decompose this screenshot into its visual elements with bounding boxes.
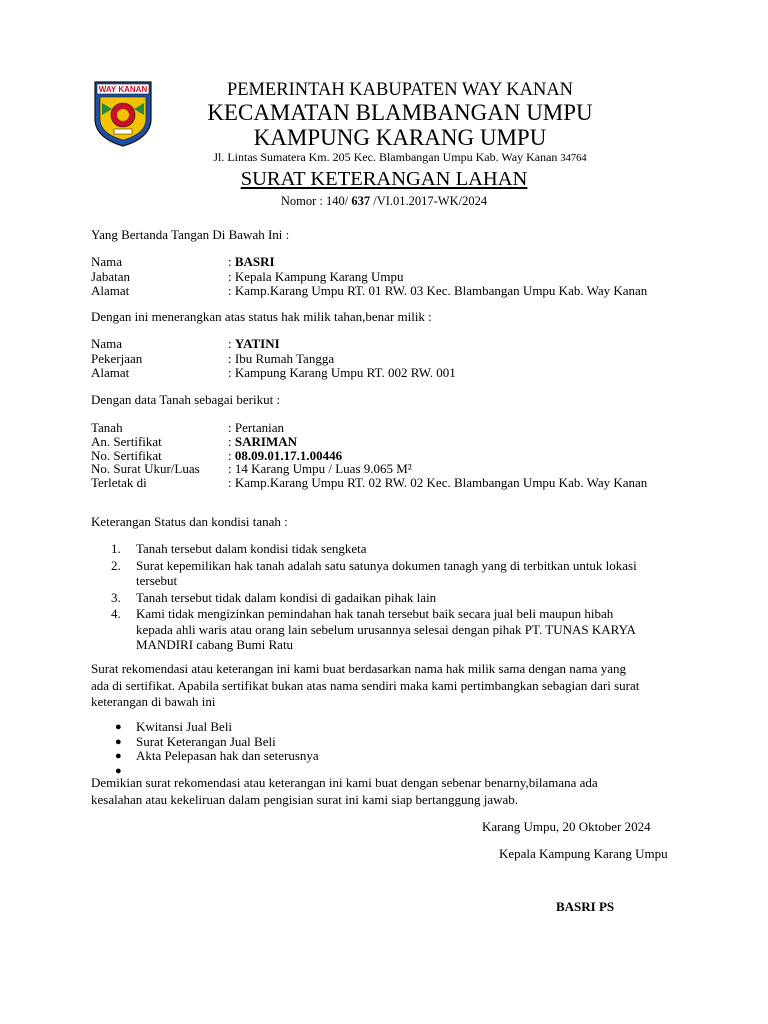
signature-name: BASRI PS [556, 899, 615, 914]
status-item-line: kepada ahli waris atau orang lain sebelum urusannya selesai dengan pihak PT. TUNAS KARYA [136, 621, 636, 637]
field-colon: : [228, 433, 235, 449]
document-list-item [91, 735, 319, 750]
field-colon: : [228, 336, 235, 351]
status-item-number: 3. [111, 589, 121, 605]
land-field-row [91, 461, 412, 476]
land-field-label: No. Sertifikat [91, 447, 162, 463]
header-address [170, 150, 630, 165]
land-field-value: Kamp.Karang Umpu RT. 02 RW. 02 Kec. Blambangan Umpu Kab. Way Kanan [234, 475, 648, 491]
document-item-text: Akta Pelepasan hak dan seterusnya [136, 748, 319, 763]
owner-field-label: Pekerjaan [91, 350, 143, 366]
land-field-label: Terletak di [91, 475, 147, 491]
recommendation-paragraph [91, 661, 681, 711]
status-intro-text: Keterangan Status dan kondisi tanah : [91, 514, 288, 529]
statement-text: Dengan ini menerangkan atas status hak milik tahan,benar milik : [91, 309, 432, 324]
closing-line: Demikian surat rekomendasi atau keterangan ini kami buat dengan sebenar benarny,bilamana ada [91, 775, 598, 790]
field-colon: : [228, 283, 235, 298]
owner-field-row [91, 351, 334, 366]
bullet-icon: ● [115, 750, 122, 762]
bullet-icon: ● [115, 735, 122, 748]
signer-field-row [91, 283, 647, 298]
status-list-item [91, 558, 681, 589]
closing-line: kesalahan atau kekeliruan dalam pengisian surat ini kami siap bertanggung jawab. [91, 791, 519, 807]
status-list-item [91, 606, 681, 653]
signer-field-label: Nama [91, 254, 123, 269]
signer-field-row [91, 269, 403, 284]
land-field-value: 14 Karang Umpu / Luas 9.065 M² [234, 461, 412, 477]
letter-number-value: 637 [351, 194, 371, 208]
header-zip: 34764 [560, 153, 587, 164]
status-list [91, 541, 681, 654]
letter-title: SURAT KETERANGAN LAHAN [240, 168, 528, 190]
status-item-line: tersebut [136, 573, 178, 588]
status-item-number: 1. [111, 541, 121, 556]
land-field-row [91, 448, 342, 463]
bullet-icon: ● [115, 764, 122, 777]
status-item-number: 2. [111, 557, 121, 573]
document-list-item [91, 720, 319, 735]
bullet-icon: ● [115, 721, 122, 733]
document-list-item [91, 749, 319, 764]
status-list-item [91, 590, 681, 606]
owner-field-value: YATINI [234, 336, 280, 351]
signer-field-value: Kepala Kampung Karang Umpu [234, 268, 404, 284]
closing-paragraph [91, 775, 681, 808]
logo-text: WAY KANAN [98, 85, 148, 94]
documents-list [91, 720, 319, 778]
letter-number [0, 194, 768, 209]
header-government-line: PEMERINTAH KABUPATEN WAY KANAN [226, 80, 574, 100]
land-field-row [91, 420, 284, 435]
letter-number-prefix: Nomor : 140/ [280, 194, 352, 208]
field-colon: : [228, 461, 235, 477]
header-village-line: KAMPUNG KARANG UMPU [253, 125, 547, 150]
land-intro-text: Dengan data Tanah sebagai berikut : [91, 392, 281, 407]
land-field-label: An. Sertifikat [91, 433, 162, 449]
land-field-row [91, 475, 647, 490]
signer-field-row [91, 254, 275, 269]
header-address-text: Jl. Lintas Sumatera Km. 205 Kec. Blambangan Umpu Kab. Way Kanan [213, 150, 558, 164]
signer-field-label: Jabatan [91, 268, 130, 284]
signature-position: Kepala Kampung Karang Umpu [499, 846, 668, 861]
owner-field-row [91, 336, 280, 351]
land-field-label: No. Surat Ukur/Luas [91, 461, 200, 477]
header-district-line: KECAMATAN BLAMBANGAN UMPU [207, 100, 593, 125]
recommendation-line: ada di sertifikat. Apabila sertifikat bukan atas nama sendiri maka kami pertimbangkan sebagian dari surat [91, 677, 640, 693]
owner-field-value: Ibu Rumah Tangga [234, 350, 335, 366]
status-item-line: Tanah tersebut dalam kondisi tidak sengketa [136, 541, 367, 556]
field-colon: : [228, 475, 235, 491]
letter-number-suffix: /VI.01.2017-WK/2024 [370, 194, 488, 208]
field-colon: : [228, 365, 235, 380]
signature-place-date: Karang Umpu, 20 Oktober 2024 [482, 819, 651, 834]
recommendation-line: Surat rekomendasi atau keterangan ini kami buat berdasarkan nama hak milik sama dengan nama yang [91, 661, 626, 676]
recommendation-line: keterangan di bawah ini [91, 694, 216, 709]
land-field-label: Tanah [91, 420, 123, 435]
way-kanan-emblem-logo [92, 79, 154, 147]
owner-field-value: Kampung Karang Umpu RT. 002 RW. 001 [234, 365, 456, 380]
owner-field-label: Alamat [91, 365, 130, 380]
owner-field-row [91, 365, 456, 380]
intro-text: Yang Bertanda Tangan Di Bawah Ini : [91, 227, 290, 242]
signer-field-label: Alamat [91, 283, 130, 298]
land-field-value: Pertanian [234, 420, 284, 435]
document-item-text: Kwitansi Jual Beli [136, 719, 233, 734]
land-field-row [91, 434, 297, 449]
status-item-line: Kami tidak mengizinkan pemindahan hak tanah tersebut baik secara jual beli maupun hibah [136, 606, 614, 621]
status-item-number: 4. [111, 606, 121, 621]
field-colon: : [228, 350, 235, 366]
land-field-value: 08.09.01.17.1.00446 [234, 447, 343, 463]
status-item-line: MANDIRI cabang Bumi Ratu [136, 637, 294, 652]
field-colon: : [228, 420, 235, 435]
status-item-line: Surat kepemilikan hak tanah adalah satu satunya dokumen tanagh yang di terbitkan untuk lokasi [136, 557, 637, 573]
land-field-value: SARIMAN [234, 433, 297, 449]
field-colon: : [228, 268, 235, 284]
status-item-line: Tanah tersebut tidak dalam kondisi di gadaikan pihak lain [136, 589, 437, 605]
field-colon: : [228, 254, 235, 269]
status-list-item [91, 541, 681, 557]
signer-field-value: BASRI [234, 254, 275, 269]
owner-field-label: Nama [91, 336, 123, 351]
signer-field-value: Kamp.Karang Umpu RT. 01 RW. 03 Kec. Blambangan Umpu Kab. Way Kanan [234, 283, 648, 298]
field-colon: : [228, 447, 235, 463]
document-item-text: Surat Keterangan Jual Beli [136, 733, 276, 749]
